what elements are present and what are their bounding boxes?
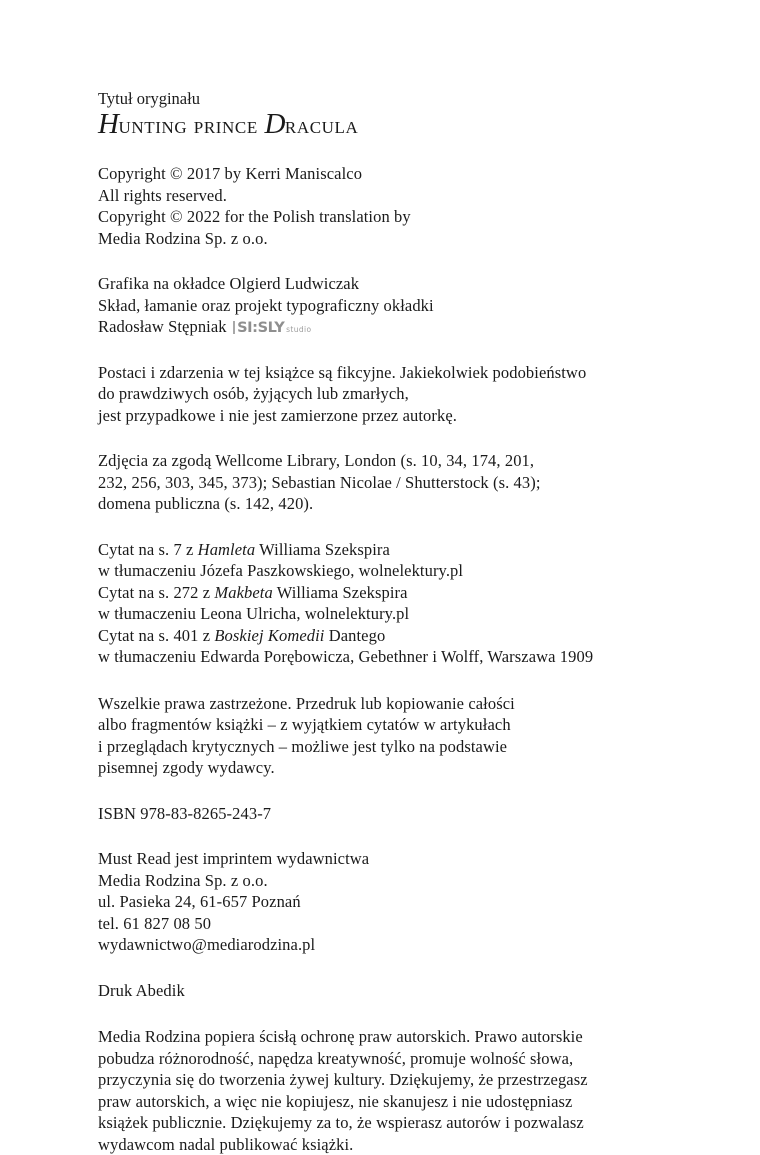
original-title-initial-d: D [264, 108, 285, 140]
rights-reserved-block [98, 693, 668, 779]
copyright-line: Copyright © 2022 for the Polish translation by [98, 207, 411, 226]
quotation-translator-line: w tłumaczeniu Edwarda Porębowicza, Gebethner i Wolff, Warszawa 1909 [98, 647, 594, 666]
rights-reserved-line: Wszelkie prawa zastrzeżone. Przedruk lub kopiowanie całości [98, 693, 515, 713]
fiction-disclaimer-line: Postaci i zdarzenia w tej książce są fikcyjne. Jakiekolwiek podobieństwo [98, 362, 587, 382]
cover-artist-line: Grafika na okładce Olgierd Ludwiczak [98, 274, 360, 293]
logo-subtext: studio [286, 325, 312, 334]
fiction-disclaimer-block [98, 362, 668, 427]
original-title-label: Tytuł oryginału [98, 89, 200, 108]
quotation-prefix: Cytat na s. 7 z [98, 539, 198, 559]
imprint-phone: tel. 61 827 08 50 [98, 913, 212, 933]
rights-reserved-line: i przeglądach krytycznych – możliwe jest tylko na podstawie [98, 736, 508, 756]
quotation-translator-line: w tłumaczeniu Leona Ulricha, wolnelektury.pl [98, 604, 410, 623]
copyright-line: Copyright © 2017 by Kerri Maniscalco [98, 164, 363, 183]
fiction-disclaimer-line: jest przypadkowe i nie jest zamierzone przez autorkę. [98, 405, 457, 425]
photo-credits-line: Zdjęcia za zgodą Wellcome Library, London (s. 10, 34, 174, 201, [98, 451, 535, 470]
imprint-line: Media Rodzina Sp. z o.o. [98, 870, 268, 890]
imprint-address: ul. Pasieka 24, 61-657 Poznań [98, 892, 301, 911]
photo-credits-line: domena publiczna (s. 142, 420). [98, 494, 314, 513]
quotation-suffix: Williama Szekspira [255, 539, 390, 559]
photo-credits-block [98, 450, 668, 515]
quotation-credits-block [98, 539, 668, 668]
photo-credits-line: 232, 256, 303, 345, 373); Sebastian Nicolae / Shutterstock (s. 43); [98, 472, 541, 492]
imprint-email: wydawnictwo@mediarodzina.pl [98, 935, 316, 954]
logo-divider-bar [233, 321, 235, 334]
logo-wordmark: SI:SLY [236, 319, 285, 336]
original-title-block [98, 88, 668, 141]
quotation-source-line [98, 625, 668, 647]
copyright-page [98, 88, 668, 1155]
imprint-line: Must Read jest imprintem wydawnictwa [98, 849, 370, 868]
typesetter-line [98, 316, 668, 338]
copyright-notice-line: pobudza różnorodność, napędza kreatywność, promuje wolność słowa, [98, 1048, 574, 1068]
printer-name: Druk Abedik [98, 980, 185, 1000]
sisly-studio-logo [233, 321, 312, 335]
imprint-block [98, 848, 668, 956]
copyright-notice-line: wydawcom nadal publikować książki. [98, 1134, 354, 1154]
copyright-notice-line: książek publicznie. Dziękujemy za to, że wspierasz autorów i pozwalasz [98, 1113, 584, 1132]
copyright-notice-line: przyczynia się do tworzenia żywej kultury. Dziękujemy, że przestrzegasz [98, 1070, 588, 1089]
copyright-line: Media Rodzina Sp. z o.o. [98, 228, 268, 248]
quotation-prefix: Cytat na s. 272 z [98, 582, 215, 602]
quotation-suffix: Williama Szekspira [272, 582, 408, 602]
rights-reserved-line: pisemnej zgody wydawcy. [98, 758, 275, 777]
copyright-line: All rights reserved. [98, 185, 227, 205]
printer-block [98, 980, 668, 1002]
original-title-last-word: racula [284, 113, 359, 139]
isbn-value: ISBN 978-83-8265-243-7 [98, 803, 272, 823]
quotation-translator-line: w tłumaczeniu Józefa Paszkowskiego, wolnelektury.pl [98, 561, 464, 580]
quotation-work-title: Hamleta [197, 539, 256, 559]
copyright-block [98, 163, 668, 249]
typesetter-name: Radosław Stępniak [98, 317, 227, 336]
copyright-notice-line: praw autorskich, a więc nie kopiujesz, nie skanujesz i nie udostępniasz [98, 1091, 573, 1111]
original-title-initial-h: H [98, 108, 119, 140]
fiction-disclaimer-line: do prawdziwych osób, żyjących lub zmarłych, [98, 384, 409, 403]
quotation-prefix: Cytat na s. 401 z [98, 625, 215, 645]
isbn-block [98, 803, 668, 825]
quotation-suffix: Dantego [324, 625, 386, 645]
original-title-first-word: unting prince [118, 113, 265, 139]
typesetting-line: Skład, łamanie oraz projekt typograficzny okładki [98, 295, 434, 315]
quotation-work-title: Boskiej Komedii [214, 625, 325, 645]
copyright-support-notice-block [98, 1026, 668, 1155]
rights-reserved-line: albo fragmentów książki – z wyjątkiem cytatów w artykułach [98, 715, 511, 734]
quotation-source-line [98, 539, 668, 561]
cover-credits-block [98, 273, 668, 338]
quotation-source-line [98, 582, 668, 604]
copyright-notice-line: Media Rodzina popiera ścisłą ochronę praw autorskich. Prawo autorskie [98, 1027, 583, 1046]
original-title [98, 110, 668, 141]
quotation-work-title: Makbeta [214, 582, 273, 602]
